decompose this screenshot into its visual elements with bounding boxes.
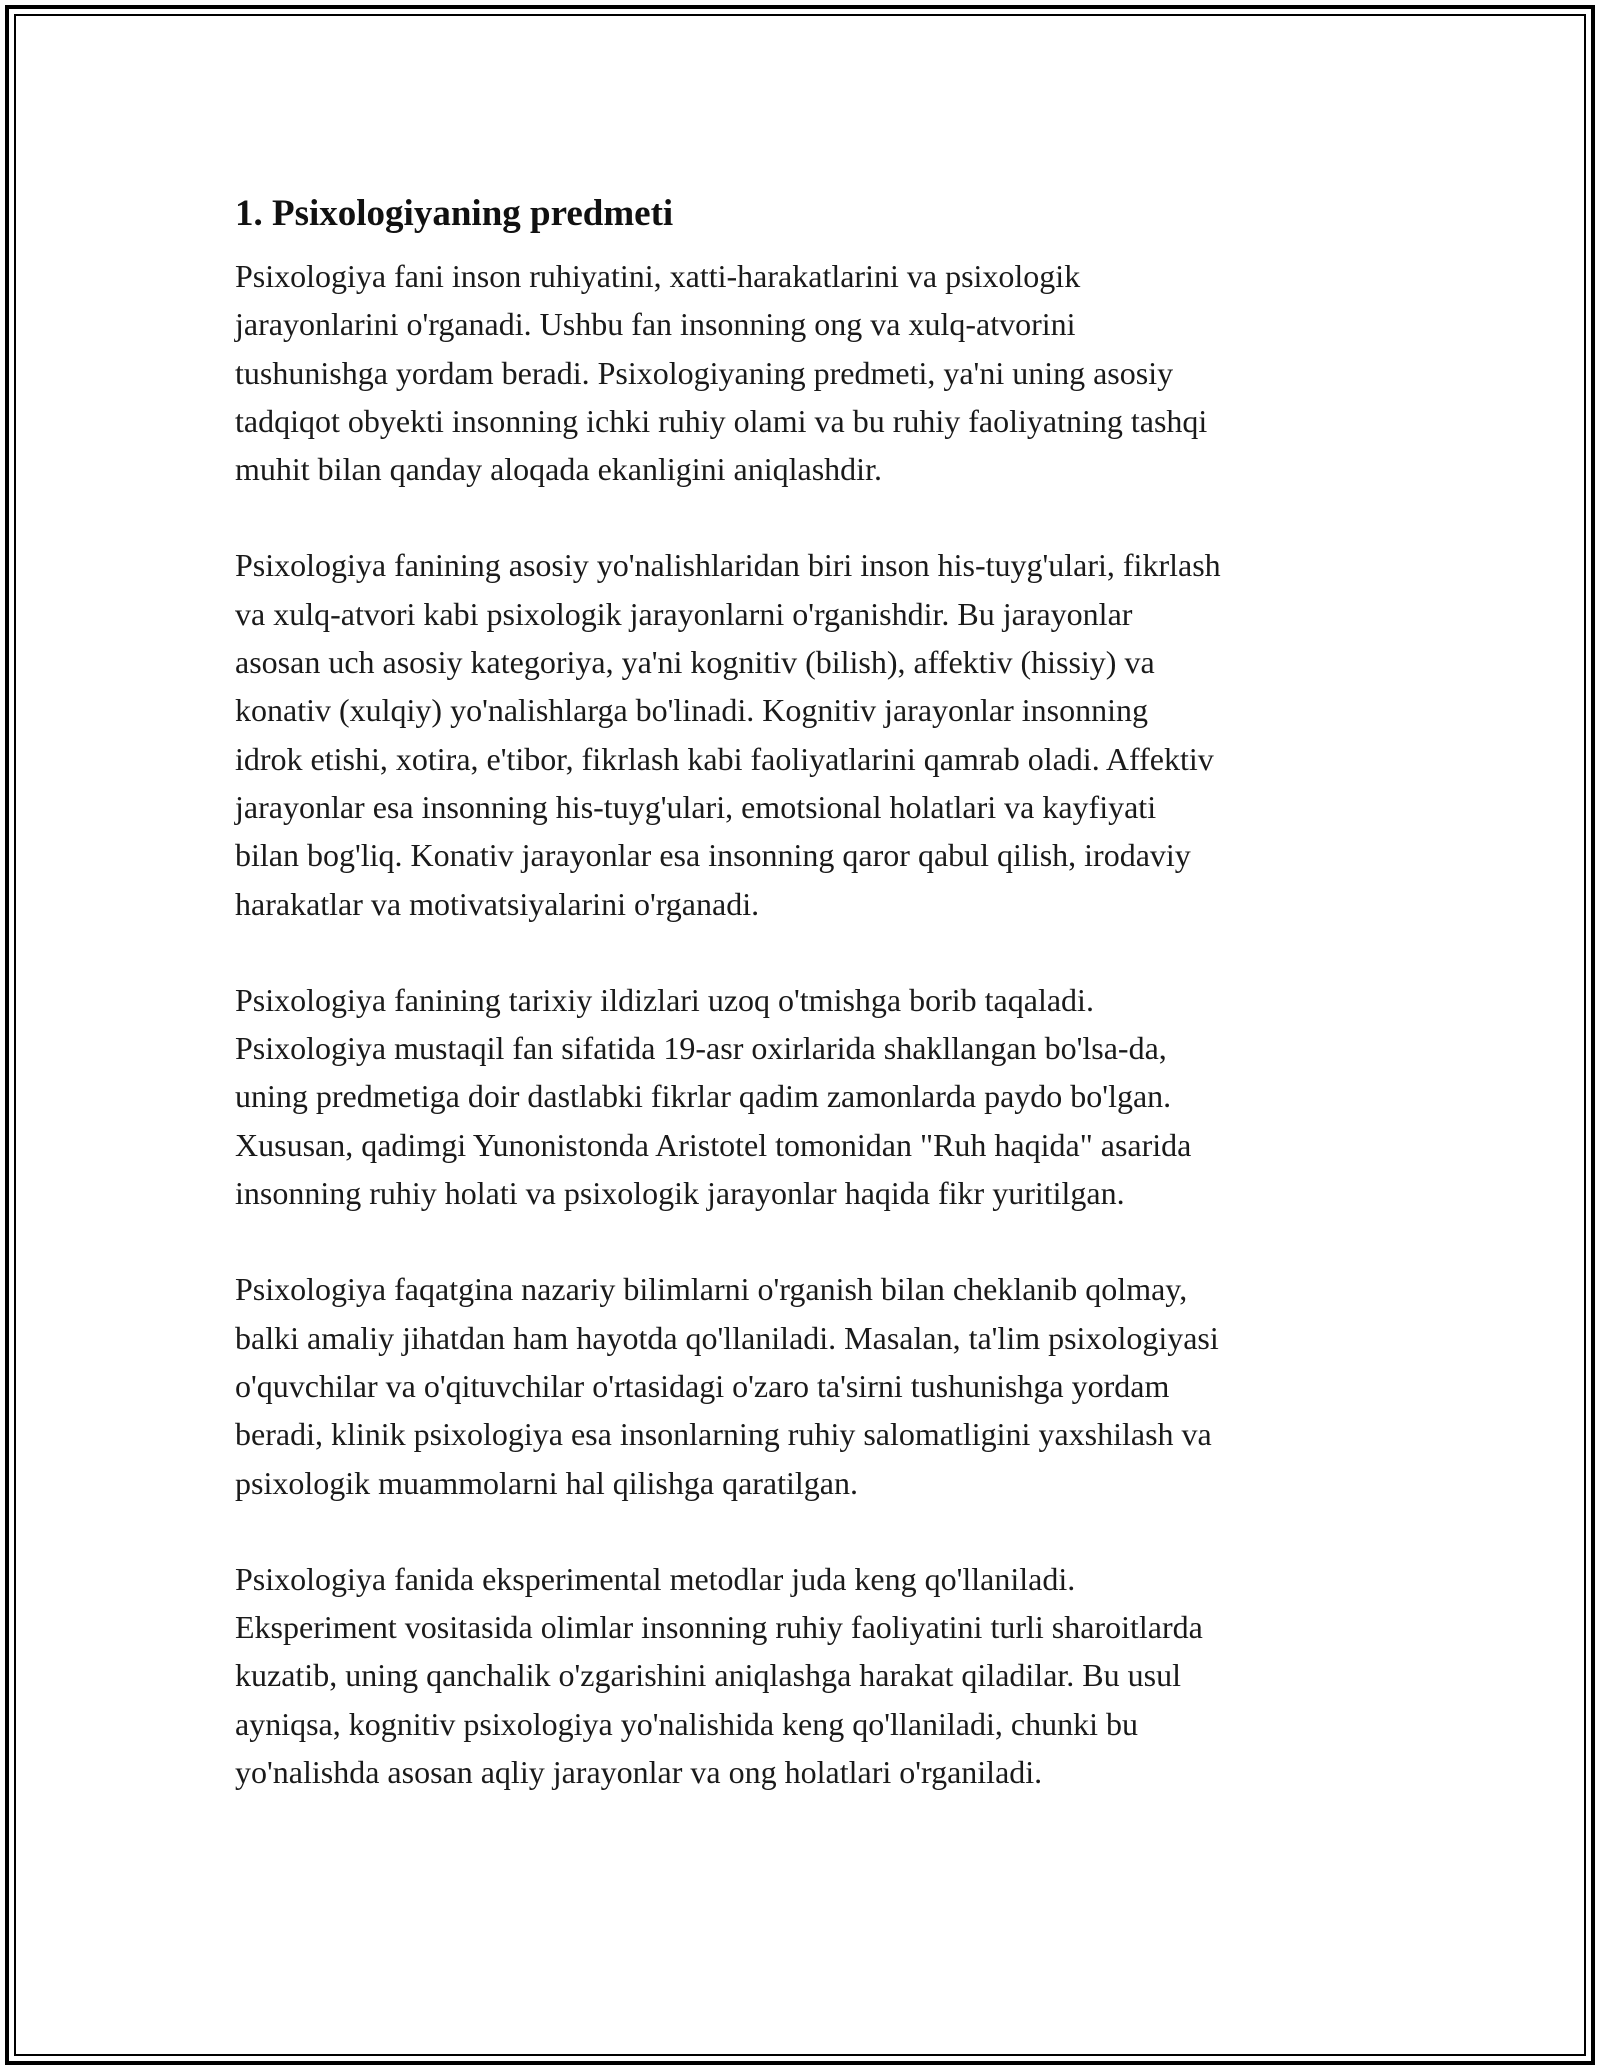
paragraph-process-categories: Psixologiya fanining asosiy yo'nalishlaridan biri inson his-tuyg'ulari, fikrlash va xulq-atvori kabi psixologik jarayonlarni o'rganishdir. Bu jarayonlar asosan uch asosiy kategoriya, ya'ni kognitiv (bilish), affektiv (hissiy) va konativ (xulqiy) yo'nalishlarga bo'linadi. Kognitiv jarayonlar insonning idrok etishi, xotira, e'tibor, fikrlash kabi faoliyatlarini qamrab oladi. Affektiv jarayonlar esa insonning his-tuyg'ulari, emotsional holatlari va kayfiyati bilan bog'liq. Konativ jarayonlar esa insonning qaror qabul qilish, irodaviy harakatlar va motivatsiyalarini o'rganadi.	[235, 547, 1221, 922]
document-body	[235, 186, 1380, 1844]
section-heading: 1. Psixologiyaning predmeti	[235, 193, 674, 234]
paragraph-history: Psixologiya fanining tarixiy ildizlari uzoq o'tmishga borib taqaladi. Psixologiya mustaqil fan sifatida 19-asr oxirlarida shakllangan bo'lsa-da, uning predmetiga doir dastlabki fikrlar qadim zamonlarda paydo bo'lgan. Xususan, qadimgi Yunonistonda Aristotel tomonidan "Ruh haqida" asarida insonning ruhiy holati va psixologik jarayonlar haqida fikr yuritilgan.	[235, 981, 1192, 1212]
paragraph-applied-psychology: Psixologiya faqatgina nazariy bilimlarni o'rganish bilan cheklanib qolmay, balki amaliy jihatdan ham hayotda qo'llaniladi. Masalan, ta'lim psixologiyasi o'quvchilar va o'qituvchilar o'rtasidagi o'zaro ta'sirni tushunishga yordam beradi, klinik psixologiya esa insonlarning ruhiy salomatligini yaxshilash va psixologik muammolarni hal qilishga qaratilgan.	[235, 1271, 1219, 1501]
paragraph-subject-definition: Psixologiya fani inson ruhiyatini, xatti-harakatlarini va psixologik jarayonlarini o'rganadi. Ushbu fan insonning ong va xulq-atvorini tushunishga yordam beradi. Psixologiyaning predmeti, ya'ni uning asosiy tadqiqot obyekti insonning ichki ruhiy olami va bu ruhiy faoliyatning tashqi muhit bilan qanday aloqada ekanligini aniqlashdir.	[235, 258, 1208, 488]
paragraph-experimental-methods: Psixologiya fanida eksperimental metodlar juda keng qo'llaniladi. Eksperiment vositasida olimlar insonning ruhiy faoliyatini turli sharoitlarda kuzatib, uning qanchalik o'zgarishini aniqlashga harakat qiladilar. Bu usul ayniqsa, kognitiv psixologiya yo'nalishida keng qo'llaniladi, chunki bu yo'nalishda asosan aqliy jarayonlar va ong holatlari o'rganiladi.	[235, 1560, 1203, 1791]
